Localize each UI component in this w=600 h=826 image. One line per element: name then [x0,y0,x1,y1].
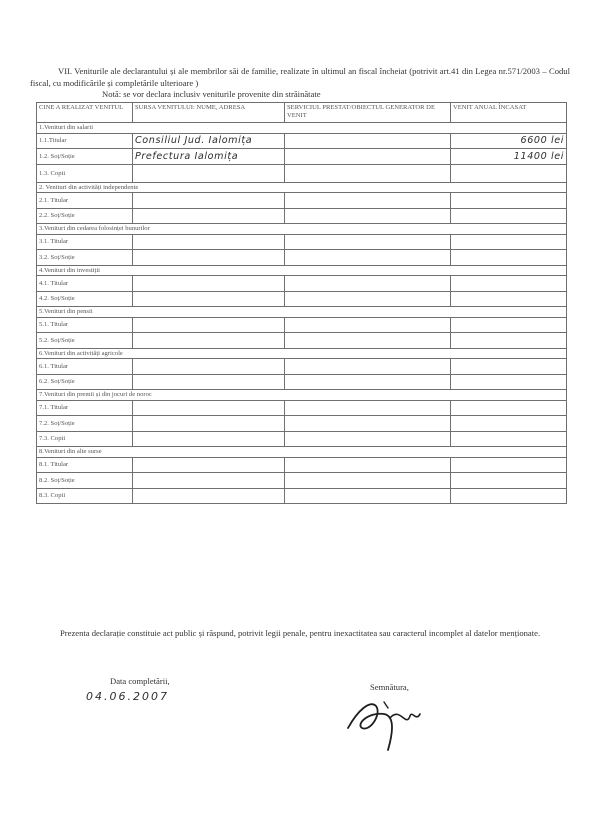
source-cell [133,400,285,416]
table-row [37,416,567,432]
section-row [37,182,567,193]
service-cell [285,133,451,149]
row-label: 5.1. Titular [37,317,133,333]
source-cell [133,234,285,250]
table-row [37,291,567,307]
source-cell [133,276,285,292]
row-label: 3.2. Soț/Soție [37,250,133,266]
section-title: 2. Venituri din activități independente [37,182,567,193]
amount-cell [451,473,567,489]
service-cell [285,333,451,349]
income-table-body [37,123,567,504]
header-service: SERVICIUL PRESTAT/OBIECTUL GENERATOR DE VENIT [285,103,451,123]
service-cell [285,164,451,182]
row-label: 2.1. Titular [37,193,133,209]
section-title: 3.Venituri din cedarea folosinței bunurilor [37,224,567,235]
section-row [37,307,567,318]
table-row [37,250,567,266]
service-cell [285,149,451,165]
row-label: 7.2. Soț/Soție [37,416,133,432]
section-title: 8.Venituri din alte surse [37,447,567,458]
table-row [37,488,567,504]
row-label: 6.1. Titular [37,359,133,375]
table-row [37,457,567,473]
section-title: 6.Venituri din activități agricole [37,348,567,359]
row-label: 5.2. Soț/Soție [37,333,133,349]
service-cell [285,359,451,375]
amount-cell [451,317,567,333]
row-label: 4.1. Titular [37,276,133,292]
source-cell: Consiliul Jud. Ialomița [133,133,285,149]
source-cell [133,488,285,504]
table-row [37,431,567,447]
source-cell [133,208,285,224]
row-label: 2.2. Soț/Soție [37,208,133,224]
section-row [37,390,567,401]
table-row [37,234,567,250]
table-row [37,317,567,333]
service-cell [285,317,451,333]
header-who: CINE A REALIZAT VENITUL [37,103,133,123]
service-cell [285,193,451,209]
source-cell [133,473,285,489]
section-row [37,348,567,359]
amount-cell [451,488,567,504]
service-cell [285,457,451,473]
amount-cell [451,457,567,473]
section-title: 1.Venituri din salarii [37,123,567,134]
section-row [37,123,567,134]
amount-cell [451,208,567,224]
signature-label: Semnătura, [370,682,409,692]
row-label: 8.1. Titular [37,457,133,473]
source-cell [133,333,285,349]
amount-cell [451,416,567,432]
intro-text [30,66,570,101]
table-row [37,149,567,165]
date-value: 04.06.2007 [86,690,169,703]
section-title: 7.Venituri din premii și din jocuri de noroc [37,390,567,401]
amount-cell [451,276,567,292]
header-source: SURSA VENITULUI: NUME, ADRESA [133,103,285,123]
service-cell [285,234,451,250]
amount-cell [451,250,567,266]
source-cell [133,374,285,390]
service-cell [285,208,451,224]
amount-cell [451,333,567,349]
amount-cell [451,359,567,375]
table-row [37,133,567,149]
table-row [37,473,567,489]
section-row [37,447,567,458]
row-label: 1.2. Soț/Soție [37,149,133,165]
table-row [37,208,567,224]
service-cell [285,416,451,432]
amount-cell [451,374,567,390]
source-cell: Prefectura Ialomița [133,149,285,165]
declaration-statement: Prezenta declarație constituie act public și răspund, potrivit legii penale, pentru inexactitatea sau caracterul incomplet al datelor menționate. [60,628,541,638]
source-cell [133,416,285,432]
service-cell [285,431,451,447]
row-label: 6.2. Soț/Soție [37,374,133,390]
amount-cell: 11400 lei [451,149,567,165]
source-cell [133,431,285,447]
table-row [37,164,567,182]
row-label: 8.3. Copii [37,488,133,504]
section-row [37,265,567,276]
source-cell [133,250,285,266]
table-row [37,400,567,416]
section-title: 4.Venituri din investiții [37,265,567,276]
amount-cell [451,400,567,416]
table-row [37,333,567,349]
amount-cell [451,234,567,250]
row-label: 8.2. Soț/Soție [37,473,133,489]
service-cell [285,473,451,489]
amount-cell [451,431,567,447]
intro-note: Notă: se vor declara inclusiv veniturile provenite din străinătate [102,89,321,99]
amount-cell [451,193,567,209]
source-cell [133,164,285,182]
table-row [37,193,567,209]
section-title: 5.Venituri din pensii [37,307,567,318]
source-cell [133,359,285,375]
date-label: Data completării, [110,676,170,686]
source-cell [133,457,285,473]
row-label: 4.2. Soț/Soție [37,291,133,307]
service-cell [285,291,451,307]
intro-line-1: VII. Veniturile ale declarantului și ale membrilor săi de familie, realizate în ultimul an fiscal încheiat (potrivit art.41 din Legea nr.571/2003 – Codul fiscal, cu modificările și completările ulterioare ) [30,66,570,88]
amount-cell [451,164,567,182]
table-row [37,374,567,390]
row-label: 7.1. Titular [37,400,133,416]
amount-cell [451,291,567,307]
amount-cell: 6600 lei [451,133,567,149]
source-cell [133,317,285,333]
service-cell [285,400,451,416]
source-cell [133,193,285,209]
service-cell [285,276,451,292]
service-cell [285,488,451,504]
source-cell [133,291,285,307]
row-label: 1.1.Titular [37,133,133,149]
section-row [37,224,567,235]
declaration-text [36,628,566,640]
header-amount: VENIT ANUAL ÎNCASAT [451,103,567,123]
income-table [36,102,567,504]
table-row [37,276,567,292]
service-cell [285,374,451,390]
row-label: 7.3. Copii [37,431,133,447]
row-label: 3.1. Titular [37,234,133,250]
handwritten-signature [340,688,450,758]
service-cell [285,250,451,266]
table-row [37,359,567,375]
row-label: 1.3. Copii [37,164,133,182]
